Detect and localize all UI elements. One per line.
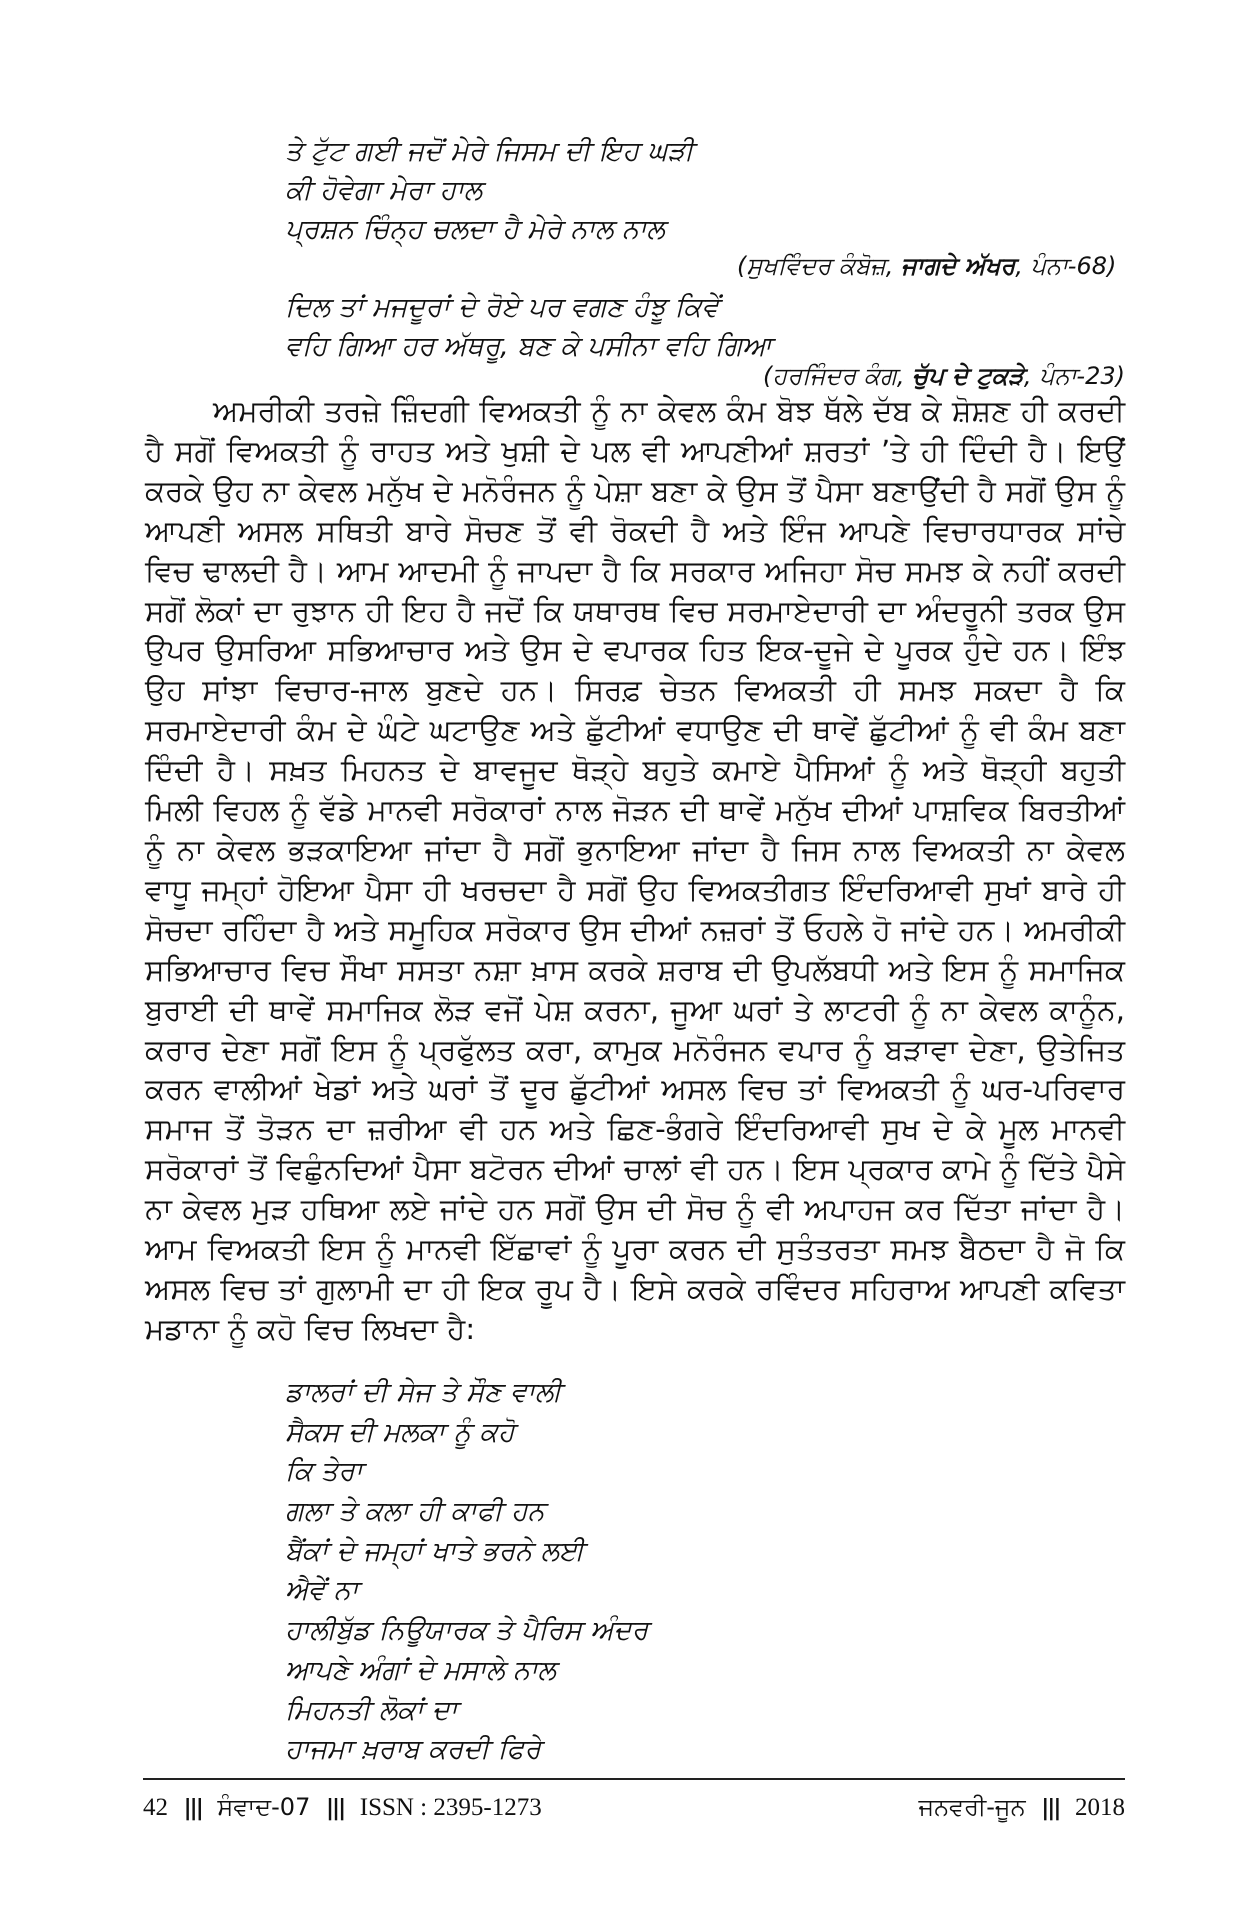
- verse-line: ਤੇ ਟੁੱਟ ਗਈ ਜਦੋਂ ਮੇਰੇ ਜਿਸਮ ਦੀ ਇਹ ਘੜੀ: [285, 136, 694, 167]
- verse-block-2: [285, 288, 1155, 366]
- separator: |||: [326, 1796, 345, 1821]
- page-number: 42: [143, 1794, 168, 1821]
- verse-line: ਦਿਲ ਤਾਂ ਮਜਦੂਰਾਂ ਦੇ ਰੋਏ ਪਰ ਵਗਣ ਹੰਝੂ ਕਿਵੇਂ: [285, 292, 719, 323]
- poem-line: ਮਿਹਨਤੀ ਲੋਕਾਂ ਦਾ: [285, 1694, 458, 1726]
- poem-line: ਐਵੇਂ ਨਾ: [285, 1575, 359, 1607]
- body-text: [145, 392, 1125, 1350]
- citation-book-title: ਚੁੱਪ ਦੇ ਟੁਕੜੇ: [912, 362, 1024, 390]
- poem-line: ਗਲਾ ਤੇ ਕਲਾ ਹੀ ਕਾਫੀ ਹਨ: [285, 1496, 545, 1528]
- footer-right: [918, 1793, 1125, 1822]
- poem-line: ਹਾਜਮਾ ਖ਼ਰਾਬ ਕਰਦੀ ਫਿਰੇ: [285, 1734, 541, 1766]
- poem-line: ਸੈਕਸ ਦੀ ਮਲਕਾ ਨੂੰ ਕਹੋ: [285, 1416, 515, 1448]
- footer-divider: [143, 1778, 1125, 1780]
- poem-line: ਡਾਲਰਾਂ ਦੀ ਸੇਜ ਤੇ ਸੌਣ ਵਾਲੀ: [285, 1377, 562, 1408]
- poem-line: ਕਿ ਤੇਰਾ: [285, 1456, 363, 1488]
- issue-months: ਜਨਵਰੀ-ਜੂਨ: [918, 1793, 1026, 1821]
- verse-line: ਪ੍ਰਸ਼ਨ ਚਿੰਨ੍ਹ ਚਲਦਾ ਹੈ ਮੇਰੇ ਨਾਲ ਨਾਲ: [285, 214, 665, 245]
- citation-book-title: ਜਾਗਦੇ ਅੱਖਰ: [900, 252, 1016, 280]
- verse-line: ਕੀ ਹੋਵੇਗਾ ਮੇਰਾ ਹਾਲ: [285, 175, 483, 206]
- poem-line: ਬੈਂਕਾਂ ਦੇ ਜਮ੍ਹਾਂ ਖਾਤੇ ਭਰਨੇ ਲਈ: [285, 1535, 584, 1567]
- separator: |||: [183, 1796, 202, 1821]
- citation-1: (ਸੁਖਵਿੰਦਰ ਕੰਬੋਜ਼, ਜਾਗਦੇ ਅੱਖਰ, ਪੰਨਾ-68): [737, 252, 1117, 280]
- poem-line: ਆਪਣੇ ਅੰਗਾਂ ਦੇ ਮਸਾਲੇ ਨਾਲ: [285, 1654, 556, 1686]
- paragraph: ਅਮਰੀਕੀ ਤਰਜ਼ੇ ਜ਼ਿੰਦਗੀ ਵਿਅਕਤੀ ਨੂੰ ਨਾ ਕੇਵਲ ਕੰਮ ਬੋਝ ਥੱਲੇ ਦੱਬ ਕੇ ਸ਼ੋਸ਼ਣ ਹੀ ਕਰਦੀ ਹੈ ਸਗੋਂ ਵਿਅਕਤੀ ਨੂੰ ਰਾਹਤ ਅਤੇ ਖੁਸ਼ੀ ਦੇ ਪਲ ਵੀ ਆਪਣੀਆਂ ਸ਼ਰਤਾਂ ’ਤੇ ਹੀ ਦਿੰਦੀ ਹੈ। ਇਉਂ ਕਰਕੇ ਉਹ ਨਾ ਕੇਵਲ ਮਨੁੱਖ ਦੇ ਮਨੋਰੰਜਨ ਨੂੰ ਪੇਸ਼ਾ ਬਣਾ ਕੇ ਉਸ ਤੋਂ ਪੈਸਾ ਬਣਾਉਂਦੀ ਹੈ ਸਗੋਂ ਉਸ ਨੂੰ ਆਪਣੀ ਅਸਲ ਸਥਿਤੀ ਬਾਰੇ ਸੋਚਣ ਤੋਂ ਵੀ ਰੋਕਦੀ ਹੈ ਅਤੇ ਇੰਜ ਆਪਣੇ ਵਿਚਾਰਧਾਰਕ ਸਾਂਚੇ ਵਿਚ ਢਾਲਦੀ ਹੈ। ਆਮ ਆਦਮੀ ਨੂੰ ਜਾਪਦਾ ਹੈ ਕਿ ਸਰਕਾਰ ਅਜਿਹਾ ਸੋਚ ਸਮਝ ਕੇ ਨਹੀਂ ਕਰਦੀ ਸਗੋਂ ਲੋਕਾਂ ਦਾ ਰੁਝਾਨ ਹੀ ਇਹ ਹੈ ਜਦੋਂ ਕਿ ਯਥਾਰਥ ਵਿਚ ਸਰਮਾਏਦਾਰੀ ਦਾ ਅੰਦਰੂਨੀ ਤਰਕ ਉਸ ਉਪਰ ਉਸਰਿਆ ਸਭਿਆਚਾਰ ਅਤੇ ਉਸ ਦੇ ਵਪਾਰਕ ਹਿਤ ਇਕ-ਦੂਜੇ ਦੇ ਪੂਰਕ ਹੁੰਦੇ ਹਨ। ਇੰਝ ਉਹ ਸਾਂਝਾ ਵਿਚਾਰ-ਜਾਲ ਬੁਣਦੇ ਹਨ। ਸਿਰਫ਼ ਚੇਤਨ ਵਿਅਕਤੀ ਹੀ ਸਮਝ ਸਕਦਾ ਹੈ ਕਿ ਸਰਮਾਏਦਾਰੀ ਕੰਮ ਦੇ ਘੰਟੇ ਘਟਾਉਣ ਅਤੇ ਛੁੱਟੀਆਂ ਵਧਾਉਣ ਦੀ ਥਾਵੇਂ ਛੁੱਟੀਆਂ ਨੂੰ ਵੀ ਕੰਮ ਬਣਾ ਦਿੰਦੀ ਹੈ। ਸਖ਼ਤ ਮਿਹਨਤ ਦੇ ਬਾਵਜੂਦ ਥੋੜ੍ਹੇ ਬਹੁਤੇ ਕਮਾਏ ਪੈਸਿਆਂ ਨੂੰ ਅਤੇ ਥੋੜ੍ਹੀ ਬਹੁਤੀ ਮਿਲੀ ਵਿਹਲ ਨੂੰ ਵੱਡੇ ਮਾਨਵੀ ਸਰੋਕਾਰਾਂ ਨਾਲ ਜੋੜਨ ਦੀ ਥਾਵੇਂ ਮਨੁੱਖ ਦੀਆਂ ਪਾਸ਼ਵਿਕ ਬਿਰਤੀਆਂ ਨੂੰ ਨਾ ਕੇਵਲ ਭੜਕਾਇਆ ਜਾਂਦਾ ਹੈ ਸਗੋਂ ਭੁਨਾਇਆ ਜਾਂਦਾ ਹੈ ਜਿਸ ਨਾਲ ਵਿਅਕਤੀ ਨਾ ਕੇਵਲ ਵਾਧੂ ਜਮ੍ਹਾਂ ਹੋਇਆ ਪੈਸਾ ਹੀ ਖਰਚਦਾ ਹੈ ਸਗੋਂ ਉਹ ਵਿਅਕਤੀਗਤ ਇੰਦਰਿਆਵੀ ਸੁਖਾਂ ਬਾਰੇ ਹੀ ਸੋਚਦਾ ਰਹਿੰਦਾ ਹੈ ਅਤੇ ਸਮੂਹਿਕ ਸਰੋਕਾਰ ਉਸ ਦੀਆਂ ਨਜ਼ਰਾਂ ਤੋਂ ਓਹਲੇ ਹੋ ਜਾਂਦੇ ਹਨ। ਅਮਰੀਕੀ ਸਭਿਆਚਾਰ ਵਿਚ ਸੌਖਾ ਸਸਤਾ ਨਸ਼ਾ ਖ਼ਾਸ ਕਰਕੇ ਸ਼ਰਾਬ ਦੀ ਉਪਲੱਬਧੀ ਅਤੇ ਇਸ ਨੂੰ ਸਮਾਜਿਕ ਬੁਰਾਈ ਦੀ ਥਾਵੇਂ ਸਮਾਜਿਕ ਲੋੜ ਵਜੋਂ ਪੇਸ਼ ਕਰਨਾ, ਜੂਆ ਘਰਾਂ ਤੇ ਲਾਟਰੀ ਨੂੰ ਨਾ ਕੇਵਲ ਕਾਨੂੰਨ, ਕਰਾਰ ਦੇਣਾ ਸਗੋਂ ਇਸ ਨੂੰ ਪ੍ਰਫੁੱਲਤ ਕਰਾ, ਕਾਮੁਕ ਮਨੋਰੰਜਨ ਵਪਾਰ ਨੂੰ ਬੜਾਵਾ ਦੇਣਾ, ਉਤੇਜਿਤ ਕਰਨ ਵਾਲੀਆਂ ਖੇਡਾਂ ਅਤੇ ਘਰਾਂ ਤੋਂ ਦੂਰ ਛੁੱਟੀਆਂ ਅਸਲ ਵਿਚ ਤਾਂ ਵਿਅਕਤੀ ਨੂੰ ਘਰ-ਪਰਿਵਾਰ ਸਮਾਜ ਤੋਂ ਤੋੜਨ ਦਾ ਜ਼ਰੀਆ ਵੀ ਹਨ ਅਤੇ ਛਿਣ-ਭੰਗਰੇ ਇੰਦਰਿਆਵੀ ਸੁਖ ਦੇ ਕੇ ਮੂਲ ਮਾਨਵੀ ਸਰੋਕਾਰਾਂ ਤੋਂ ਵਿਛੁੰਨਦਿਆਂ ਪੈਸਾ ਬਟੋਰਨ ਦੀਆਂ ਚਾਲਾਂ ਵੀ ਹਨ। ਇਸ ਪ੍ਰਕਾਰ ਕਾਮੇ ਨੂੰ ਦਿੱਤੇ ਪੈਸੇ ਨਾ ਕੇਵਲ ਮੁੜ ਹਥਿਆ ਲਏ ਜਾਂਦੇ ਹਨ ਸਗੋਂ ਉਸ ਦੀ ਸੋਚ ਨੂੰ ਵੀ ਅਪਾਹਜ ਕਰ ਦਿੱਤਾ ਜਾਂਦਾ ਹੈ। ਆਮ ਵਿਅਕਤੀ ਇਸ ਨੂੰ ਮਾਨਵੀ ਇੱਛਾਵਾਂ ਨੂੰ ਪੂਰਾ ਕਰਨ ਦੀ ਸੁਤੰਤਰਤਾ ਸਮਝ ਬੈਠਦਾ ਹੈ ਜੋ ਕਿ ਅਸਲ ਵਿਚ ਤਾਂ ਗੁਲਾਮੀ ਦਾ ਹੀ ਇਕ ਰੂਪ ਹੈ। ਇਸੇ ਕਰਕੇ ਰਵਿੰਦਰ ਸਹਿਰਾਅ ਆਪਣੀ ਕਵਿਤਾ ਮਡਾਨਾ ਨੂੰ ਕਹੋ ਵਿਚ ਲਿਖਦਾ ਹੈ:: [145, 394, 1125, 1346]
- issn: ISSN : 2395-1273: [359, 1794, 542, 1821]
- poem-line: ਹਾਲੀਬੁੱਡ ਨਿਊਯਾਰਕ ਤੇ ਪੈਰਿਸ ਅੰਦਰ: [285, 1615, 649, 1647]
- journal-issue: ਸੰਵਾਦ-07: [217, 1793, 311, 1821]
- citation-2: (ਹਰਜਿੰਦਰ ਕੰਗ, ਚੁੱਪ ਦੇ ਟੁਕੜੇ, ਪੰਨਾ-23): [763, 362, 1125, 390]
- verse-line: ਵਹਿ ਗਿਆ ਹਰ ਅੱਥਰੂ, ਬਣ ਕੇ ਪਸੀਨਾ ਵਹਿ ਗਿਆ: [285, 331, 772, 362]
- verse-block-1: [285, 132, 1155, 249]
- quoted-poem: [285, 1373, 985, 1770]
- separator: |||: [1041, 1796, 1060, 1821]
- footer-left: [143, 1793, 542, 1822]
- issue-year: 2018: [1075, 1794, 1125, 1821]
